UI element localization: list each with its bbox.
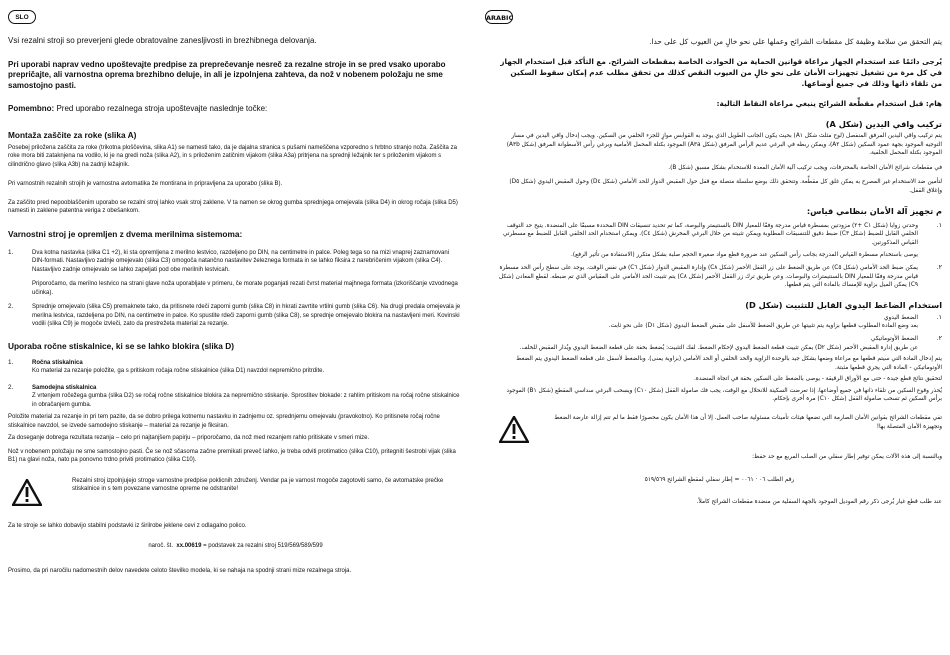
measuring-item-1-ar bbox=[497, 222, 942, 260]
knife-adjust-paragraph: Nož v nobenem položaju ne sme samostojno pasti. Če se nož sčasoma začne premikati preveč lahko, je treba odviti protimatico (slika C10), pritegniti šestrobi vijak (slika B1) na glavi noža, nato pa ponovno trdno priviti protimatico (slika C10). bbox=[8, 448, 456, 463]
section-measuring-systems-title-ar: م تجهيز آلة الأمان بنظامي قياس: bbox=[806, 205, 942, 216]
press-item-2-title-ar: الضغط الأوتوماتيكي bbox=[870, 335, 918, 342]
knife-adjust-paragraph-ar: يُحذر وقوع السكين من تلقاء ذاتها في جميع أوضاعها. إذا تعرضت السكينة للانحلال مع الوقت، يجب فك صامولة القفل (شكل C١٠) ويسحب البرغي سداسي المقطع (شكل B١) الموجود برأس السكين ثم تسحب صامولة القفل (شكل C١٠) مرة أخرى بإحكام. bbox=[506, 387, 942, 403]
item-number-ar: ١. bbox=[936, 221, 942, 229]
important-note-ar: هام: قبل استخدام مقطِّعة الشرائح ينبغي مراعاة النقاط التالية: bbox=[716, 99, 942, 108]
section-hand-press-title-ar: استخدام الضاغط اليدوي القابل للتثبيت (شكل D) bbox=[745, 299, 942, 310]
order-code: xx.00619 bbox=[176, 543, 202, 549]
hand-guard-paragraph-ar: يتم تركيب واقي اليدين المرفق المنفصل (لوح مثلث شكل A١) بحيث يكون الجانب الطويل الذي يوجد به القوابس موازٍ للجزء الخلفي من السكين. ويجب إدخال واقي اليدين في مسار التوجيه الموجود بجهة عمود السكين (شكل A٢)، ويمكن ربطه في البرغي عديم الرأس المرفق (شكل A٣a) الموجود بكتلة المحمل الأمامية وبرغي رأس الأسطوانة المرفق (شكل A٣b) الموجود بكتلة المحمل الخلفية. bbox=[506, 133, 942, 157]
safety-automatic-paragraph-ar: في مقطعات شرائح الأمان الخاصة بالمحترفات، ويجب تركيب آلية الأمان المعدة للاستخدام بشكل مسبق (شكل B). bbox=[668, 164, 942, 171]
measuring-item-2 bbox=[8, 303, 463, 329]
warning-box-ar bbox=[497, 414, 942, 443]
order-prefix: naroč. št. bbox=[148, 543, 174, 549]
safety-bold-paragraph-ar: يُرجى دائمًا عند استخدام الجهاز مراعاة قوانين الحماية من الحوادث الخاصة بمقطعات الشرائح. مع التأكد قبل استخدام الجهاز في كل مرة من تشغيل تجهيزات الأمان على نحو خالٍ من العيوب النقص كذلك من تحقق مطلب عدم إمكان سقوط السكين من تلقاء ذاتها وذلك في جميع أوضاعها. bbox=[500, 57, 942, 88]
lock-chain-paragraph: Za zaščito pred nepooblaščenim uporabo se rezalni stroj lahko vsak stroj zaklene. V ta namen se okrog gumba sprednjega omejevala (slika D4) in okrog ročaja (slika D5) namesti in zaklene patentna veriga z obešankom. bbox=[8, 199, 458, 214]
measuring-item-1-recommendation: Priporočamo, da merilno lestvico na strani glave noža uporabljate v primeru, če morate poganjati rezati čvrst material majhnega formata (izkoriščanje vzvodnega učinka). bbox=[32, 281, 458, 296]
measuring-item-1-text-ar: وحدتي زوايا (شكل C١ +٢) مزودتين بمسطرة قياس مدرجة وفقًا للمعيار DIN بالسنتيمتر والبوصة، كما تم تحديد تنسيقات DIN المحددة مسبقًا على المنضدة. يتيح حد التوقف الخلفي القابل للضبط (شكل C٣) ضبط دقيق للتنسيقات المطلوبة ويمكن تثبيته من خلال البرغي المخرش (شكل C٤). ويمكن استخدام الحد الخلفي القابل للضبط مع مسطرتي القياس المذكورتين. bbox=[503, 222, 918, 246]
press-item-1-text: Ko material za rezanje položite, ga s pritiskom ročaja ročne stiskalnice (slika D1) navzdol nepremično pritrdite. bbox=[32, 368, 325, 374]
section-hand-guard-title: Montaža zaščite za roke (slika A) bbox=[8, 129, 137, 140]
press-positioning-paragraph: Položite material za rezanje in pri tem pazite, da se dobro prilega kotnemu nastavku in zadnjemu oz. sprednjemu omejevalu (pravokotno). Ko pritisnete ročaj ročne stiskalnice navzdol, se izvede samodejno stiskanje – material za rezanje je fiksiran. bbox=[8, 414, 440, 429]
warning-box bbox=[8, 477, 463, 506]
press-positioning-paragraph-ar: يتم إدخال المادة التي سيتم قطعها مع مراعاة وضعها بشكل جيد بالوحدة الزاوية والحد الخلفي أو الحد الأمامي (بزاوية يمنى). وبالضغط لأسفل على قطعة الضغط اليدوي يتم الضغط الأوتوماتيكي - المادة التي يجري قطعها مثبتة. bbox=[516, 356, 942, 371]
item-number-ar: ١. bbox=[936, 313, 942, 321]
item-number: 2. bbox=[8, 383, 14, 391]
right-page bbox=[475, 0, 950, 655]
measuring-item-1-text: Dva kotna nastavka (slika C1 +2), ki sta opremljena z merilno lestvico, razdeljeno po DIN, na centimetre in palce. Poleg tega so na mizi vnaprej zaznamovani DIN-formati. Nastavljivo zadnje omejevalo (slika C3) omogoča natančno nastavitev železnega formata in se lahko fiksira z narebričenim vijakom (slika C4). Nastavljivo zadnje omejevalo se lahko zapeljati pod obe merilnih lestvicah. bbox=[32, 249, 450, 273]
item-number: 2. bbox=[8, 303, 14, 310]
press-item-2-ar bbox=[497, 335, 942, 352]
left-body bbox=[8, 36, 463, 575]
footer-note-ar: عند طلب قطع غيار يُرجى ذكر رقم الموديل الموجود بالجهة السفلية من منضدة مقطعات الشرائح كاملاً. bbox=[696, 499, 942, 506]
spare-stand-text-ar: وبالنسبة إلى هذه الآلات يمكن توفير إطار سفلي من الصلب المربع مع حد حفظ: bbox=[752, 454, 942, 461]
press-item-2-text-ar: عن طريق إدارة المقبض الأحمر (شكل D٢) يمكن تثبيت قطعة الضغط اليدوي لإحكام الضغط. لفك التثبيت: يُضغط بخفة على قطعة الضغط اليدوي ويُدار المقبض للخلف. bbox=[519, 344, 918, 351]
item-number-ar: ٢. bbox=[936, 263, 942, 271]
order-number-line-ar: رقم الطلب ٠٦ · ٠٠٦١ = إطار سفلي لمقطع الشرائح ٥١٩/٥٦٩ bbox=[644, 476, 795, 483]
section-hand-press-title: Uporaba ročne stiskalnice, ki se se lahko blokira (slika D) bbox=[8, 340, 234, 351]
important-text: Pred uporabo rezalnega stroja upoštevajte naslednje točke: bbox=[54, 104, 268, 113]
press-item-2-title: Samodejna stiskalnica bbox=[32, 384, 97, 391]
measuring-item-2-text-ar: يمكن ضبط الحد الأمامي (شكل C٥) عن طريق الضغط على زر القفل الأحمر (شكل C٨) وإدارة المقبض الدوار (شكل C٦) في نفس الوقت. يوجد على سطح رأس الحد مسطرة قياس مدرجة وفقًا للمعيار DIN بالسنتيمترات والبوصات. وعن طريق ترك زر القفل الأحمر (شكل C٨) يتم تثبيت الحد الأمامي على المقياس الذي تم ضبطه. لقطع المعادن (شكل C٩) يمكن الميل بزاوية للإمساك بالمادة التي يتم قطعها. bbox=[499, 264, 918, 289]
press-item-2-text: Z vrtenjem ročežega gumba (slika D2) se ročaj ročne stiskalnice blokira za nepremično stiskanje. Sprostitev blokade: z rahlim pritiskom na ročaj ročne stiskalnice in obračanjem gumba. bbox=[32, 393, 460, 408]
safety-automatic-paragraph: Pri varnostnih rezalnih strojih je varnostna avtomatika že montirana in pripravljena za uporabo (slika B). bbox=[8, 181, 283, 187]
hand-guard-paragraph: Posebej priložena zaščita za roke (trikotna ploščevina, slika A1) se namesti tako, da je dajalna stranica s pušami nameščena vzporedno s hrbtno stranjo noža. Zaščita za roke mora biti zataknjena na vodilo, ki je na gredi noža (slika A2), in s priloženim zatičnim vijakom (slika A3a) pritrjena na sprednji ležajnik ter s priloženim vijakom s cilindrično glavo (slika A3b) na zadnji ležajnik. bbox=[8, 144, 457, 168]
intro-text-ar: يتم التحقق من سلامة وظيفة كل مقطعات الشرائح وعملها على نحو خالٍ من العيوب كل على حدا. bbox=[649, 37, 942, 46]
section-hand-guard-title-ar: تركيب واقي اليدين (شكل A) bbox=[825, 119, 942, 129]
item-number-ar: ٢. bbox=[936, 334, 942, 342]
press-item-1-text-ar: بعد وضع المادة المطلوب قطعها بزاوية يتم تثبيتها عن طريق الضغط للأسفل على مقبض الضغط اليدوي (شكل D١) على نحو ثابت. bbox=[608, 323, 918, 330]
order-suffix: = podstavek za rezalni stroj 519/569/589/599 bbox=[201, 543, 323, 549]
item-number: 1. bbox=[8, 358, 14, 366]
measuring-item-1 bbox=[8, 249, 463, 298]
warning-text-ar: تفي مقطعات الشرائح بقوانين الأمان الصارمة التي تضعها هيئات تأمينات مسئولية صاحب العمل. إلا أن هذا الأمان يكون محصورًا فقط ما لم تتم إزالة عارضة الضغط وتجهيزة الأمان المتصلة بها! bbox=[554, 415, 942, 430]
press-cutting-tip: Za doseganje dobrega rezultata rezanja – celo pri najtanjšem papirju – priporočamo, da nož med rezanjem rahlo pritiskate v smeri mize. bbox=[8, 435, 370, 441]
item-number: 1. bbox=[8, 248, 14, 256]
warning-text: Rezalni stroj izpolnjujejo stroge varnostne predpise poklicnih združenj. Vendar pa je varnost mogoče zagotoviti samo, če avtomatske prečke stiskalnice in s tem povezane varnostne opreme ne odstranite! bbox=[72, 477, 444, 492]
language-badge-slo: SLO bbox=[8, 10, 36, 24]
press-item-2 bbox=[8, 384, 463, 410]
intro-text: Vsi rezalni stroji so preverjeni glede obratovalne zanesljivosti in brezhibnega delovanja. bbox=[8, 36, 317, 45]
section-measuring-systems-title: Varnostni stroj je opremljen z dvema merilnima sistemoma: bbox=[8, 228, 243, 239]
safety-bold-paragraph: Pri uporabi naprav vedno upoštevajte predpise za preprečevanje nesreč za rezalne stroje in se pred vsako uporabo prepričajte, ali varnostna oprema brezhibno deluje, in ali je izpolnjena zahteva, da nož v nobenem položaju ne sme samostojno pasti. bbox=[8, 59, 446, 90]
language-badge-arabic: ARABIC bbox=[485, 10, 513, 24]
important-label: Pomembno: bbox=[8, 104, 55, 113]
footer-note: Prosimo, da pri naročilu nadomestnih delov navedete celoto številko modela, ki se nahaja na spodnji strani mize rezalnega stroja. bbox=[8, 567, 352, 574]
measuring-item-1-recommendation-ar: يوصى باستخدام مسطرة القياس المدرجة بجانب رأس السكين عند ضرورة قطع مواد صغيرة الحجم صلبة بشكل متكرر (الاستفادة من تأثير الرفع). bbox=[571, 252, 918, 259]
order-number-line bbox=[8, 542, 463, 551]
measuring-item-2-ar bbox=[497, 264, 942, 290]
lock-chain-paragraph-ar: لتأمين ضد الاستخدام غير المصرح به يمكن غلق كل مقطِّعة. وتتحقق ذلك بوضع سلسلة متصلة مع قفل حول المقبض الدوار للحد الأمامي (شكل D٤) وحول المقبض اليدوي (شكل D٥) وإغلاق القفل. bbox=[509, 179, 942, 194]
press-item-1-title: Ročna stiskalnica bbox=[32, 359, 83, 366]
spare-stand-text: Za te stroje se lahko dobavijo stabilni podstavki iz širilrobe jeklene cevi z odlagalno polico. bbox=[8, 522, 247, 529]
measuring-item-2-text: Sprednje omejevalo (slika C5) premaknete tako, da pritisnete rdeči zaporni gumb (slika C8) in hkrati zavrtite vrtilni gumb (slika C6). Na drugi predala omejevala je merilna lestvica, razdeljena po DIN, na centimetre in palce. Ko spustite rdeči zaporni gumb (slika C8), se sprednje omejevalo blokira na nastavljeni meri. Kovinski vodili (slika C9) je mogoče izvleči, zato da prestrežeta material za rezanje. bbox=[32, 304, 461, 327]
press-item-1-title-ar: الضغط اليدوي bbox=[883, 314, 918, 321]
press-cutting-tip-ar: لتحقيق نتائج قطع جيدة - حتى مع الأوراق الرقيقة - يوصى بالضغط على السكين بخفة في اتجاه المنضدة. bbox=[693, 376, 942, 383]
press-item-1-ar bbox=[497, 314, 942, 331]
warning-icon bbox=[499, 416, 529, 443]
warning-icon bbox=[12, 479, 42, 506]
important-note bbox=[8, 104, 463, 115]
press-item-1 bbox=[8, 359, 463, 376]
right-body bbox=[497, 36, 942, 507]
